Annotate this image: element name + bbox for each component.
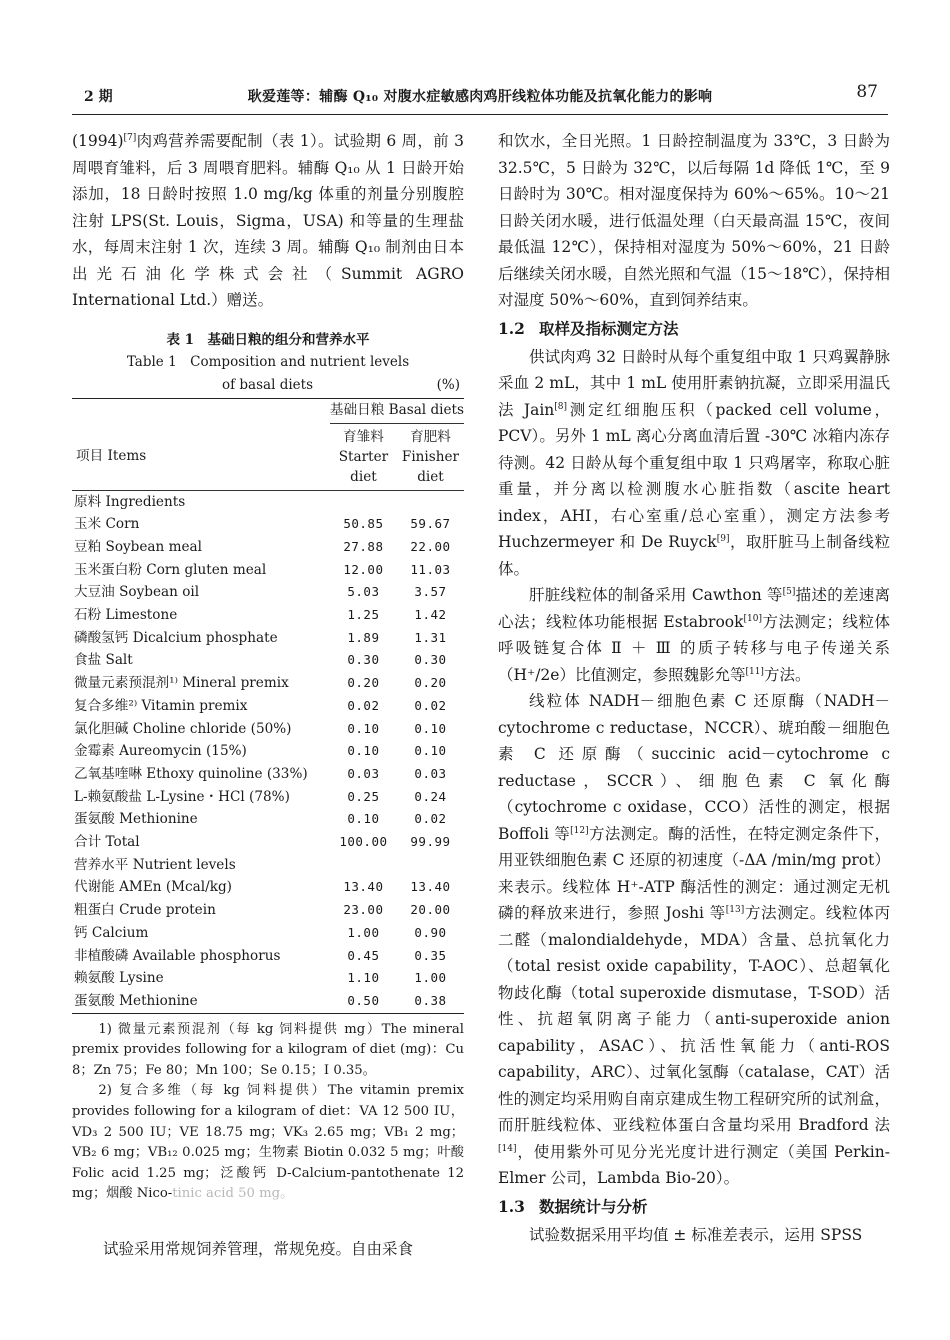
citation: [7] bbox=[123, 133, 137, 143]
section-row-nutrients bbox=[72, 854, 464, 877]
table-row bbox=[72, 786, 464, 809]
row-label: 磷酸氢钙 Dicalcium phosphate bbox=[74, 629, 278, 646]
finisher-value: 0.20 bbox=[414, 675, 447, 691]
finisher-value: 1.42 bbox=[414, 607, 447, 623]
running-title: 耿爱莲等：辅酶 Q₁₀ 对腹水症敏感肉鸡肝线粒体功能及抗氧化能力的影响 bbox=[247, 89, 713, 105]
finisher-value: 99.99 bbox=[410, 834, 451, 850]
table-row bbox=[72, 695, 464, 718]
finisher-value: 0.02 bbox=[414, 811, 447, 827]
finisher-value: 11.03 bbox=[410, 561, 451, 577]
finisher-value: 13.40 bbox=[410, 879, 451, 895]
finisher-value: 20.00 bbox=[410, 902, 451, 918]
finisher-value: 0.02 bbox=[414, 697, 447, 713]
starter-value: 0.50 bbox=[347, 992, 380, 1008]
column-header-items: 项目 Items bbox=[72, 423, 330, 490]
text-run: 方法测定；线粒体呼吸链复合体 Ⅱ ＋ Ⅲ 的质子转移与电子传递关系（H⁺/2e）比值测定，参照魏影允等 bbox=[498, 612, 890, 684]
finisher-value: 0.30 bbox=[414, 652, 447, 668]
text-run: 方法测定。酶的活性，在特定测定条件下，用亚铁细胞色素 C 还原的初速度（-ΔA /min/mg prot）来表示。线粒体 H⁺-ATP 酶活性的测定：通过测定无机磷的释放来进行，参照 Joshi 等 bbox=[498, 824, 890, 922]
section-row-ingredients bbox=[72, 490, 464, 513]
table-caption-row bbox=[72, 372, 464, 398]
row-label: 氯化胆碱 Choline chloride (50%) bbox=[74, 720, 292, 737]
starter-value: 27.88 bbox=[343, 538, 384, 554]
starter-value: 0.30 bbox=[347, 652, 380, 668]
citation: [10] bbox=[743, 613, 763, 624]
sampling-paragraph bbox=[498, 344, 890, 583]
citation: [13] bbox=[725, 905, 745, 915]
page-header bbox=[72, 82, 888, 110]
header-line: Finisher bbox=[401, 448, 460, 465]
text-run: ，取肝脏马上制备线粒体。 bbox=[498, 533, 890, 578]
composition-table bbox=[72, 398, 464, 1014]
starter-value: 1.10 bbox=[347, 970, 380, 986]
table-unit: (%) bbox=[436, 376, 460, 393]
row-label: L-赖氨酸盐 L-Lysine・HCl (78%) bbox=[74, 788, 290, 805]
enzyme-paragraph bbox=[498, 688, 890, 1192]
citation: [12] bbox=[570, 825, 589, 836]
row-label: 合计 Total bbox=[74, 834, 140, 851]
finisher-value: 0.24 bbox=[414, 788, 447, 804]
starter-value: 13.40 bbox=[343, 879, 384, 895]
table-row bbox=[72, 672, 464, 695]
finisher-value: 1.00 bbox=[414, 970, 447, 986]
section-label: 原料 Ingredients bbox=[74, 493, 186, 510]
row-label: 金霉素 Aureomycin (15%) bbox=[74, 743, 247, 760]
header-line: 育雏料 bbox=[343, 428, 384, 445]
citation: [9] bbox=[716, 534, 730, 544]
row-label: 复合多维²⁾ Vitamin premix bbox=[74, 697, 248, 714]
starter-value: 12.00 bbox=[343, 561, 384, 577]
section-heading-1-3 bbox=[498, 1194, 890, 1220]
section-label: 营养水平 Nutrient levels bbox=[74, 856, 236, 873]
text-run: 方法。 bbox=[763, 665, 811, 684]
issue-number: 2 期 bbox=[84, 89, 113, 105]
starter-value: 0.45 bbox=[347, 947, 380, 963]
table-row bbox=[72, 627, 464, 650]
row-label: 非植酸磷 Available phosphorus bbox=[74, 947, 281, 964]
table-column-header-row bbox=[72, 423, 464, 490]
header-line: diet bbox=[350, 468, 377, 485]
page-number: 87 bbox=[856, 82, 878, 102]
starter-value: 100.00 bbox=[339, 834, 388, 850]
table-row bbox=[72, 581, 464, 604]
starter-value: 0.02 bbox=[347, 697, 380, 713]
table-caption-cn: 表 1 基础日粮的组分和营养水平 bbox=[166, 331, 370, 348]
text-run: 供试肉鸡 32 日龄时从每个重复组中取 1 只鸡翼静脉采血 2 mL，其中 1 mL 使用肝素钠抗凝，立即采用温氏法 Jain bbox=[498, 347, 890, 419]
row-label: 石粉 Limestone bbox=[74, 607, 178, 624]
table-caption-en-2: of basal diets bbox=[222, 376, 313, 393]
finisher-value: 0.35 bbox=[414, 947, 447, 963]
row-label: 蛋氨酸 Methionine bbox=[74, 811, 198, 828]
intro-paragraph bbox=[72, 128, 464, 314]
text-run: 方法测定。线粒体丙二醛（malondialdehyde，MDA）含量、总抗氧化力（total resist oxide capability，T-AOC）、总超氧化物歧化酶（total superoxide dismutase，T-SOD）活性、抗超氧阴离子能力（anti-superoxide anion capability，ASAC）、抗活性氧能力（anti-ROS capability，ARC）、过氧化氢酶（catalase，CAT）活性的测定均采用购自南京建成生物工程研究所的试剂盒，而肝脏线粒体、亚线粒体蛋白含量均采用 Bradford 法 bbox=[498, 904, 890, 1134]
right-column bbox=[498, 128, 890, 1248]
section-number: 1.3 bbox=[498, 1196, 525, 1216]
starter-value: 0.10 bbox=[347, 743, 380, 759]
row-label: 蛋氨酸 Methionine bbox=[74, 992, 198, 1009]
row-label: 玉米蛋白粉 Corn gluten meal bbox=[74, 561, 267, 578]
table-row bbox=[72, 922, 464, 945]
finisher-value: 0.10 bbox=[414, 720, 447, 736]
header-line: Starter bbox=[338, 448, 389, 465]
finisher-value: 0.38 bbox=[414, 992, 447, 1008]
header-line: 育肥料 bbox=[410, 428, 451, 445]
section-title: 取样及指标测定方法 bbox=[538, 318, 679, 338]
starter-value: 5.03 bbox=[347, 584, 380, 600]
citation: [14] bbox=[498, 1143, 517, 1154]
table-body bbox=[72, 490, 464, 1013]
row-label: 粗蛋白 Crude protein bbox=[74, 902, 216, 919]
header-rule bbox=[72, 114, 888, 115]
table-row bbox=[72, 718, 464, 741]
section-title: 数据统计与分析 bbox=[538, 1196, 648, 1216]
table-note-1: 1) 微量元素预混剂（每 kg 饲料提供 mg）The mineral premix provides following for a kilogram of diet (mg)：Cu 8；Zn 75；Fe 80；Mn 100；Se 0.15；I 0.35。 bbox=[72, 1021, 464, 1078]
row-label: 微量元素预混剂¹⁾ Mineral premix bbox=[74, 675, 289, 692]
table-row bbox=[72, 899, 464, 922]
section-heading-1-2 bbox=[498, 316, 890, 342]
text-run: (1994) bbox=[72, 132, 124, 150]
starter-value: 50.85 bbox=[343, 516, 384, 532]
finisher-value: 59.67 bbox=[410, 516, 451, 532]
left-bottom-paragraph: 试验采用常规饲养管理，常规免疫。自由采食 bbox=[103, 1240, 414, 1258]
left-column bbox=[72, 128, 464, 1205]
table-row bbox=[72, 513, 464, 536]
citation: [5] bbox=[782, 587, 796, 597]
finisher-value: 22.00 bbox=[410, 538, 451, 554]
finisher-value: 3.57 bbox=[414, 584, 447, 600]
starter-value: 0.10 bbox=[347, 720, 380, 736]
table-row bbox=[72, 967, 464, 990]
starter-value: 0.25 bbox=[347, 788, 380, 804]
statistics-paragraph: 试验数据采用平均值 ± 标准差表示，运用 SPSS bbox=[529, 1225, 863, 1244]
table-row bbox=[72, 536, 464, 559]
table-row bbox=[72, 808, 464, 831]
header-line: diet bbox=[417, 468, 444, 485]
citation: [11] bbox=[745, 666, 764, 677]
text-run: 测定红细胞压积（packed cell volume，PCV）。另外 1 mL 离心分离血清后置 -30℃ 冰箱内冻存待测。42 日龄从每个重复组中取 1 只鸡屠宰，称取心脏重量，并分离以检测腹水心脏指数（ascite heart index，AHI，右心室重/总心室重），测定方法参考 Huchzermeyer 和 De Ruyck bbox=[498, 400, 890, 551]
row-label: 豆粕 Soybean meal bbox=[74, 538, 202, 555]
table-row bbox=[72, 559, 464, 582]
table-row bbox=[72, 831, 464, 854]
text-run: tinic acid 50 mg。 bbox=[172, 1186, 294, 1202]
finisher-value: 0.10 bbox=[414, 743, 447, 759]
text-run: 线粒体 NADH－细胞色素 C 还原酶（NADH－cytochrome c reductase，NCCR）、琥珀酸－细胞色素 C 还原酶（succinic acid－cytochrome c reductase，SCCR）、细胞色素 C 氧化酶（cytochrome c oxidase，CCO）活性的测定，根据 Boffoli 等 bbox=[498, 692, 890, 843]
starter-value: 23.00 bbox=[343, 902, 384, 918]
rearing-paragraph: 和饮水，全日光照。1 日龄控制温度为 33℃，3 日龄为 32.5℃，5 日龄为 32℃，以后每隔 1d 降低 1℃，至 9 日龄时为 30℃。相对湿度保持为 60%～65%。10～21 日龄关闭水暖，进行低温处理（白天最高温 15℃，夜间最低温 12℃），保持相对湿度为 50%～60%，21 日龄后继续关闭水暖，自然光照和气温（15～18℃），保持相对湿度 50%～60%，直到饲养结束。 bbox=[498, 132, 890, 309]
row-label: 赖氨酸 Lysine bbox=[74, 970, 164, 987]
row-label: 玉米 Corn bbox=[74, 516, 140, 533]
text-run: 2) 复合多维（每 kg 饲料提供）The vitamin premix provides following for a kilogram of diet：VA 12 500 IU，VD₃ 2 500 IU；VE 18.75 mg；VK₃ 2.65 mg；VB₁ 2 mg；VB₂ 6 mg；VB₁₂ 0.025 mg；生物素 Biotin 0.032 5 mg；叶酸 Folic acid 1.25 mg；泛酸钙 D-Calcium-pantothenate 12 mg；烟酸 Nico- bbox=[72, 1083, 464, 1202]
table-notes bbox=[72, 1020, 464, 1205]
row-label: 食盐 Salt bbox=[74, 652, 133, 669]
row-label: 大豆油 Soybean oil bbox=[74, 584, 200, 601]
table-row bbox=[72, 990, 464, 1013]
finisher-value: 0.03 bbox=[414, 765, 447, 781]
row-label: 代谢能 AMEn (Mcal/kg) bbox=[74, 879, 232, 896]
text-run: 肉鸡营养需要配制（表 1）。试验期 6 周，前 3 周喂育雏料，后 3 周喂育肥料。辅酶 Q₁₀ 从 1 日龄开始添加，18 日龄时按照 1.0 mg/kg 体重的剂量分别腹腔注射 LPS(St. Louis，Sigma，USA) 和等量的生理盐水，每周末注射 1 次，连续 3 周。辅酶 Q₁₀ 制剂由日本出光石油化学株式会社（Summit AGRO International Ltd.）赠送。 bbox=[72, 132, 464, 309]
row-label: 钙 Calcium bbox=[74, 924, 149, 941]
table-row bbox=[72, 740, 464, 763]
table-row bbox=[72, 763, 464, 786]
table-row bbox=[72, 649, 464, 672]
finisher-value: 0.90 bbox=[414, 924, 447, 940]
starter-value: 0.03 bbox=[347, 765, 380, 781]
starter-value: 1.25 bbox=[347, 607, 380, 623]
section-number: 1.2 bbox=[498, 318, 525, 338]
starter-value: 0.10 bbox=[347, 811, 380, 827]
blank-cell bbox=[72, 398, 330, 423]
text-run: ，使用紫外可见分光光度计进行测定（美国 Perkin-Elmer 公司，Lambda Bio-20）。 bbox=[498, 1142, 890, 1187]
table-group-header-row bbox=[72, 398, 464, 423]
row-label: 乙氧基喹啉 Ethoxy quinoline (33%) bbox=[74, 765, 308, 782]
text-run: 描述的差速离心法；线粒体功能根据 Estabrook bbox=[498, 586, 890, 631]
table-caption-en: Table 1 Composition and nutrient levels bbox=[126, 353, 410, 370]
table-note-2 bbox=[72, 1081, 464, 1205]
column-header-finisher bbox=[397, 423, 464, 490]
starter-value: 1.00 bbox=[347, 924, 380, 940]
mitochondria-paragraph bbox=[498, 582, 890, 688]
table-row bbox=[72, 945, 464, 968]
group-header-basal-diets: 基础日粮 Basal diets bbox=[330, 398, 464, 423]
starter-value: 1.89 bbox=[347, 629, 380, 645]
finisher-value: 1.31 bbox=[414, 629, 447, 645]
text-run: 肝脏线粒体的制备采用 Cawthon 等 bbox=[529, 586, 783, 604]
table-row bbox=[72, 604, 464, 627]
starter-value: 0.20 bbox=[347, 675, 380, 691]
table-row bbox=[72, 876, 464, 899]
citation: [8] bbox=[554, 401, 568, 412]
column-header-starter bbox=[330, 423, 397, 490]
